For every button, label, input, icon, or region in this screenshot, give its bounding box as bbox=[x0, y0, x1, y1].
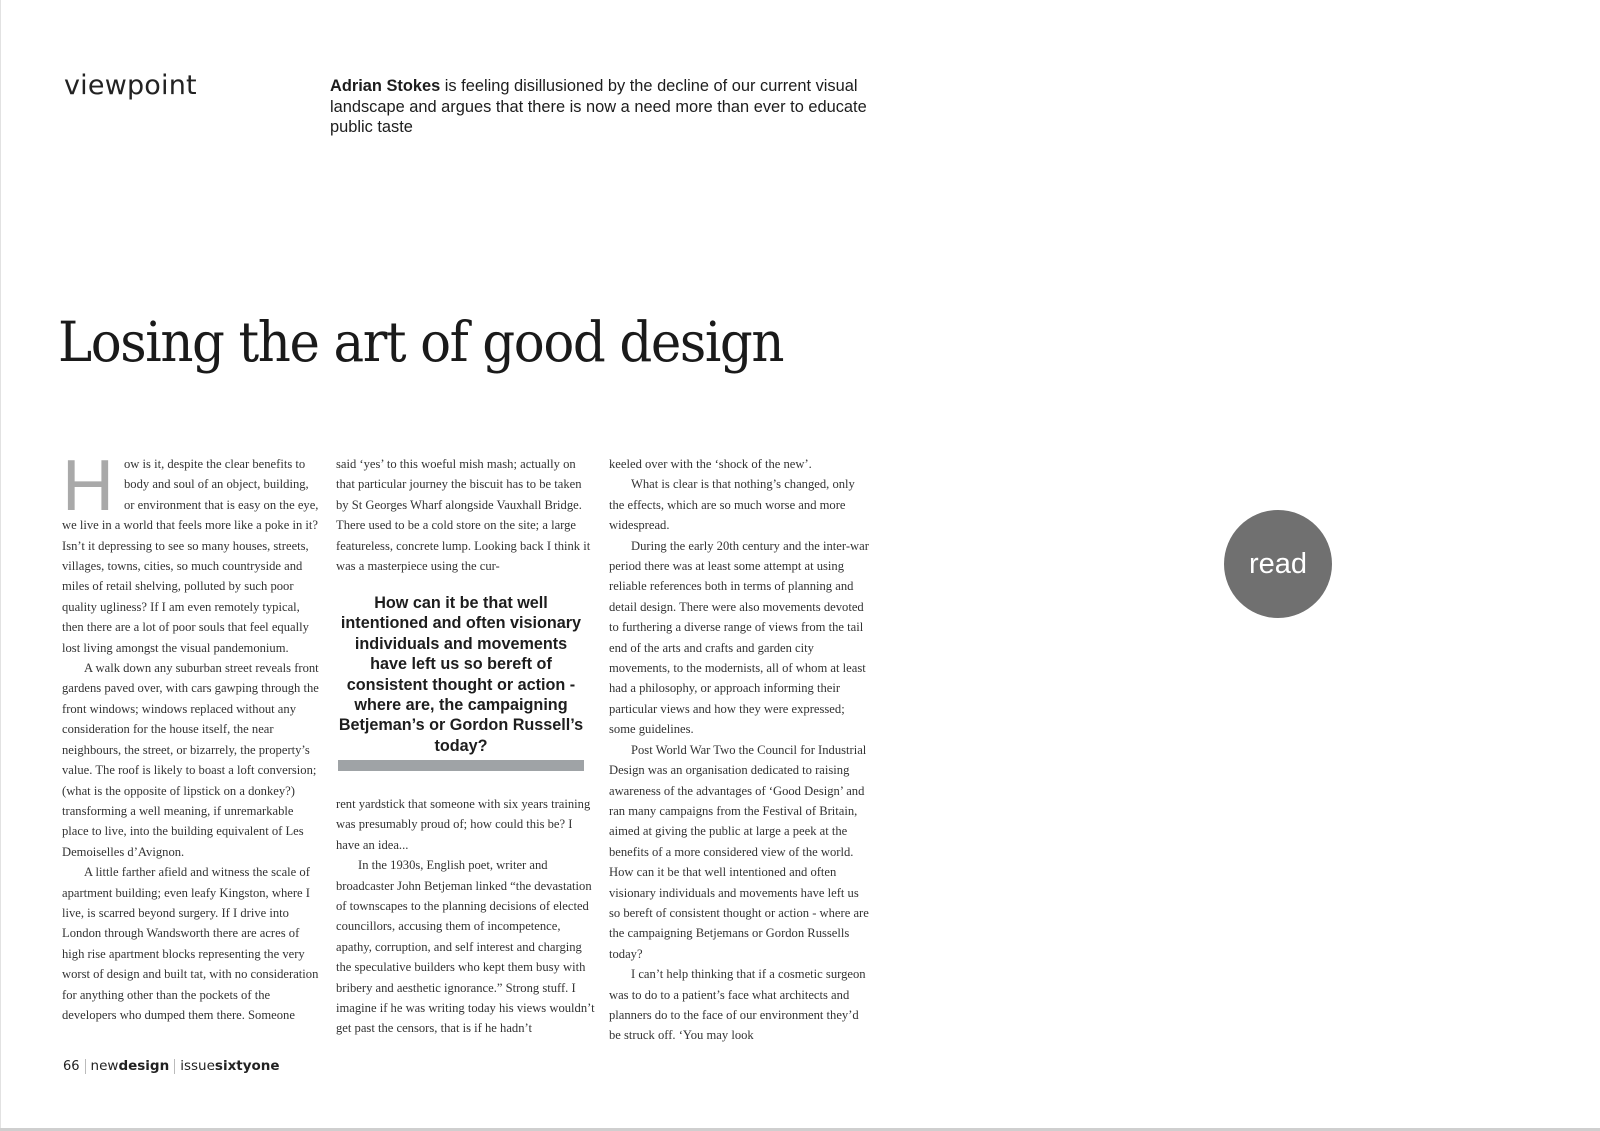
standfirst bbox=[330, 76, 875, 138]
author-name: Adrian Stokes bbox=[330, 77, 441, 95]
article-column-1 bbox=[62, 446, 322, 1025]
pull-quote-rule bbox=[338, 760, 584, 771]
paragraph: In the 1930s, English poet, writer and broadcaster John Betjeman linked “the devastation of townscapes to the planning decisions of elected councillors, accusing them of incompetence, apathy, corruption, and self interest and charging the speculative builders who kept them busy with bribery and aesthetic ignorance.” Strong stuff. I imagine if he was writing today his views wouldn’t get past the censors, that is if he hadn’t bbox=[336, 858, 595, 1036]
page-footer bbox=[63, 1058, 280, 1074]
footer-divider bbox=[174, 1059, 175, 1074]
section-label: viewpoint bbox=[64, 70, 197, 101]
pull-quote: How can it be that well intentioned and often visionary individuals and movements have left us so bereft of consistent thought or action - where are, the campaigning Betjeman’s or Gordon Russell’s today? bbox=[338, 594, 584, 755]
paragraph: During the early 20th century and the inter-war period there was at least some attempt at using reliable references both in terms of planning and detail design. There were also movements devoted to furthering a diverse range of views from the tail end of the arts and crafts and garden city movements, to the modernists, all of whom at least had a philosophy, or approach informing their particular views and how they were expressed; some guidelines. bbox=[609, 538, 869, 737]
paragraph: A walk down any suburban street reveals front gardens paved over, with cars gawping through the front windows; windows replaced without any consideration for the house itself, the near neighbours, the street, or bizarrely, the property’s value. The roof is likely to boast a loft conversion; (what is the opposite of lipstick on a donkey?) transforming a well meaning, if unremarkable place to live, into the building equivalent of Les Demoiselles d’Avignon. bbox=[62, 661, 319, 859]
read-button[interactable] bbox=[1224, 510, 1332, 618]
footer-divider bbox=[85, 1059, 86, 1074]
page-edge bbox=[0, 0, 1, 1131]
read-button-label: read bbox=[1248, 547, 1308, 580]
standfirst-text: is feeling disillusioned by the decline of our current visual landscape and argues that there is now a need more than ever to educate public taste bbox=[330, 77, 867, 136]
paragraph: What is clear is that nothing’s changed, only the effects, which are so much worse and more widespread. bbox=[609, 477, 855, 533]
drop-cap: H bbox=[62, 446, 114, 526]
paragraph: I can’t help thinking that if a cosmetic surgeon was to do to a patient’s face what architects and planners do to the face of our environment they’d be struck off. ‘You may look bbox=[609, 967, 866, 1043]
article-column-2-bottom bbox=[336, 794, 596, 1039]
headline: Losing the art of good design bbox=[58, 310, 784, 374]
article-column-3 bbox=[609, 454, 869, 1046]
paragraph: said ‘yes’ to this woeful mish mash; actually on that particular journey the biscuit has to be taken by St Georges Wharf alongside Vauxhall Bridge. There used to be a cold store on the site; a large featureless, concrete lump. Looking back I think it was a masterpiece using the cur- bbox=[336, 457, 591, 574]
issue-name: issuesixtyone bbox=[180, 1058, 280, 1074]
paragraph: rent yardstick that someone with six years training was presumably proud of; how could this be? I have an idea... bbox=[336, 797, 591, 852]
paragraph: Post World War Two the Council for Industrial Design was an organisation dedicated to raising awareness of the advantages of ‘Good Design’ and ran many campaigns from the Festival of Britain, aimed at giving the public at large a peek at the benefits of a more considered view of the world. How can it be that well intentioned and often visionary individuals and movements have left us so bereft of consistent thought or action - where are the campaigning Betjemans or Gordon Russells today? bbox=[609, 742, 869, 961]
article-column-2-top bbox=[336, 454, 596, 576]
paragraph: keeled over with the ‘shock of the new’. bbox=[609, 457, 812, 471]
paragraph: How is it, despite the clear benefits to body and soul of an object, building, or environment that is easy on the eye, we live in a world that feels more like a poke in it? Isn’t it depressing to see so many houses, streets, villages, towns, cities, so much countryside and miles of retail shelving, polluted by such poor quality ugliness? If I am even remotely typical, then there are a lot of poor souls that feel equally lost living amongst the visual pandemonium. bbox=[62, 446, 319, 655]
magazine-name: newdesign bbox=[90, 1058, 170, 1074]
page-number: 66 bbox=[63, 1058, 80, 1074]
paragraph: A little farther afield and witness the scale of apartment building; even leafy Kingston, where I live, is scarred beyond surgery. If I drive into London through Wandsworth there are acres of high rise apartment blocks representing the very worst of design and built tat, with no consideration for anything other than the pockets of the developers who dumped them there. Someone bbox=[62, 865, 319, 1022]
